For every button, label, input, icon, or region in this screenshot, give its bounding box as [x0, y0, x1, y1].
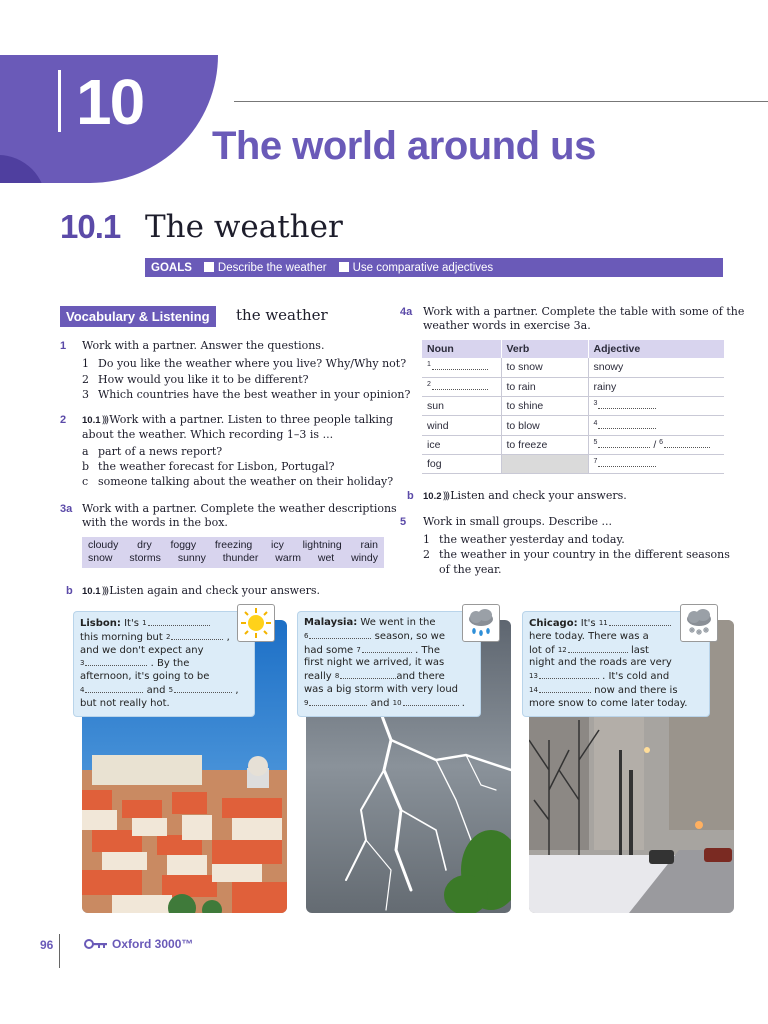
sun-icon	[237, 604, 275, 642]
snow-cloud-icon	[680, 604, 718, 642]
exercise-number: b	[407, 490, 414, 502]
adjective-cell: rainy	[588, 377, 724, 396]
column-header: Verb	[501, 340, 588, 358]
exercise-number: 1	[60, 340, 67, 352]
unit-divider	[58, 70, 61, 132]
table-header-row	[422, 340, 724, 358]
adjective-cell[interactable]: 3	[588, 397, 724, 416]
key-icon	[84, 938, 108, 950]
verb-cell: to blow	[501, 416, 588, 435]
exercise-number: b	[66, 585, 73, 597]
table-row	[422, 377, 724, 396]
checkbox-icon	[339, 262, 349, 272]
page-number: 96	[40, 938, 54, 952]
list-item: 1 Do you like the weather where you live? Why/Why not?	[82, 357, 407, 370]
goal-item: Use comparative adjectives	[339, 262, 494, 274]
section-subtitle: the weather	[236, 306, 328, 324]
verb-cell	[501, 454, 588, 473]
footer-divider	[59, 934, 60, 968]
unit-title: The world around us	[212, 124, 596, 168]
list-item: 3 Which countries have the best weather in your opinion?	[82, 388, 411, 401]
goals-bar	[145, 258, 723, 277]
unit-number: 10	[76, 66, 144, 138]
word-box	[82, 537, 384, 568]
list-item: a part of a news report?	[82, 445, 223, 458]
goals-label: GOALS	[151, 261, 192, 274]
exercise-instruction: about the weather. Which recording 1–3 is ...	[82, 428, 334, 441]
goal-item: Describe the weather	[204, 262, 327, 274]
noun-cell: wind	[422, 416, 501, 435]
exercise-number: 4a	[400, 306, 413, 318]
verb-cell: to shine	[501, 397, 588, 416]
list-item: 2 the weather in your country in the different seasons	[423, 548, 730, 561]
noun-cell[interactable]: 1	[422, 358, 501, 377]
checkbox-icon	[204, 262, 214, 272]
list-item: c someone talking about the weather on their holiday?	[82, 475, 394, 488]
column-header: Adjective	[588, 340, 724, 358]
exercise-number: 3a	[60, 503, 73, 515]
oxford-3000-badge: Oxford 3000™	[84, 937, 193, 951]
table-row	[422, 397, 724, 416]
banner-decoration	[0, 155, 46, 183]
table-row	[422, 435, 724, 454]
lisbon-card: Lisbon: It's $^1$ this morning but $^2$ , and we don't expect any $^3$ . By the afternoon, it's going to be $^4$ and $^5$ , but not really hot.	[74, 612, 254, 716]
noun-cell: fog	[422, 454, 501, 473]
noun-cell: sun	[422, 397, 501, 416]
exercise-instruction: Work in small groups. Describe ...	[423, 515, 613, 528]
exercise-instruction: with the words in the box.	[82, 516, 228, 529]
verb-cell: to snow	[501, 358, 588, 377]
verb-cell: to rain	[501, 377, 588, 396]
exercise-instruction: 10.2))) Listen and check your answers.	[423, 489, 627, 502]
exercise-instruction: 10.1))) Work with a partner. Listen to three people talking	[82, 413, 394, 426]
exercise-number: 2	[60, 414, 67, 426]
word-box-row: cloudy dry foggy freezing icy lightning rain	[88, 539, 378, 551]
exercise-instruction: weather words in exercise 3a.	[423, 319, 591, 332]
lesson-number: 10.1	[60, 208, 121, 245]
table-row	[422, 358, 724, 377]
rain-cloud-icon	[462, 604, 500, 642]
lesson-title: The weather	[145, 209, 343, 245]
chicago-card: Chicago: It's $^{11}$ here today. There was a lot of $^{12}$ last night and the roads are very $^{13}$ . It's cold and $^{14}$ now and there is more snow to come later today.	[523, 612, 709, 716]
audio-icon: )))	[101, 415, 108, 426]
exercise-instruction: Work with a partner. Complete the table with some of the	[423, 305, 745, 318]
adjective-cell[interactable]: 7	[588, 454, 724, 473]
verb-cell: to freeze	[501, 435, 588, 454]
word-box-row: snow storms sunny thunder warm wet windy	[88, 552, 378, 564]
list-item-continued: of the year.	[439, 563, 502, 576]
table-row	[422, 454, 724, 473]
noun-cell[interactable]: 2	[422, 377, 501, 396]
adjective-cell[interactable]: $^5$ / $^6$	[588, 435, 724, 454]
list-item: b the weather forecast for Lisbon, Portugal?	[82, 460, 335, 473]
list-item: 2 How would you like it to be different?	[82, 373, 309, 386]
noun-cell: ice	[422, 435, 501, 454]
exercise-number: 5	[400, 516, 407, 528]
exercise-instruction: 10.1))) Listen again and check your answers.	[82, 584, 321, 597]
table-row	[422, 416, 724, 435]
audio-icon: )))	[101, 586, 108, 597]
list-item: 1 the weather yesterday and today.	[423, 533, 625, 546]
adjective-cell: snowy	[588, 358, 724, 377]
malaysia-card: Malaysia: We went in the $^6$ season, so we had some $^7$ . The first night we arrived, it was really $^8$ and there was a big storm with very loud $^9$ and $^{10}$ .	[298, 612, 480, 716]
section-tag: Vocabulary & Listening	[60, 306, 216, 327]
adjective-cell[interactable]: 4	[588, 416, 724, 435]
header-rule	[234, 101, 768, 102]
exercise-instruction: Work with a partner. Answer the questions.	[82, 339, 325, 352]
exercise-instruction: Work with a partner. Complete the weather descriptions	[82, 502, 397, 515]
audio-icon: )))	[442, 491, 449, 502]
weather-table	[422, 340, 724, 474]
column-header: Noun	[422, 340, 501, 358]
